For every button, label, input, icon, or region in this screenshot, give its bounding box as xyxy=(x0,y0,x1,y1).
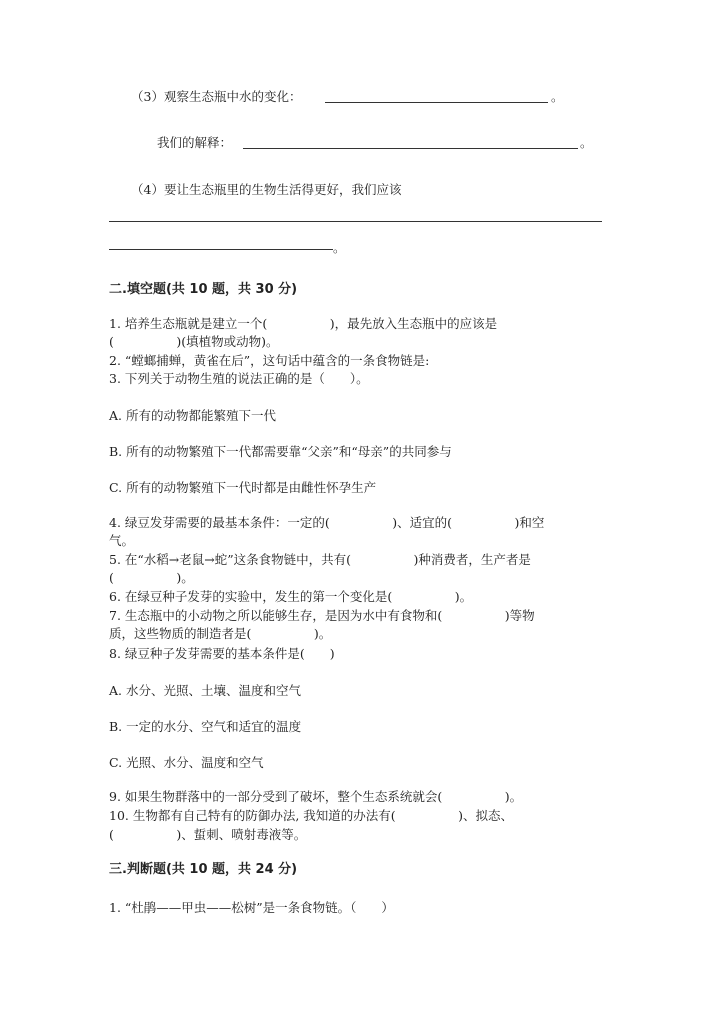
question-line: 5. 在“水稻→老鼠→蛇”这条食物链中，共有( )种消费者，生产者是 xyxy=(109,552,531,567)
period: 。 xyxy=(551,89,564,104)
question-line: ( )。 xyxy=(109,570,194,585)
question-line: 6. 在绿豆种子发芽的实验中，发生的第一个变化是( )。 xyxy=(109,589,473,604)
answer-blank-line[interactable] xyxy=(325,102,548,103)
period: 。 xyxy=(580,135,593,150)
question-line: ( )(填植物或动物)。 xyxy=(109,334,279,349)
section-title-true-false: 三.判断题(共 10 题，共 24 分) xyxy=(109,862,298,877)
period: 。 xyxy=(333,240,346,255)
option-b[interactable]: B. 所有的动物繁殖下一代都需要靠“父亲”和“母亲”的共同参与 xyxy=(109,444,452,459)
question-line: 4. 绿豆发芽需要的最基本条件：一定的( )、适宜的( )和空 xyxy=(109,515,545,530)
answer-blank-line[interactable] xyxy=(109,249,333,250)
option-b[interactable]: B. 一定的水分、空气和适宜的温度 xyxy=(109,719,302,734)
question-line: 10. 生物都有自己特有的防御办法, 我知道的办法有( )、拟态、 xyxy=(109,808,514,823)
option-a[interactable]: A. 水分、光照、土壤、温度和空气 xyxy=(109,683,301,698)
answer-blank-line[interactable] xyxy=(109,221,602,222)
question-line: 1. 培养生态瓶就是建立一个( )，最先放入生态瓶中的应该是 xyxy=(109,316,498,331)
answer-blank-line[interactable] xyxy=(243,148,578,149)
question-line: 7. 生态瓶中的小动物之所以能够生存，是因为水中有食物和( )等物 xyxy=(109,608,535,623)
question-line: 质，这些物质的制造者是( )。 xyxy=(109,626,332,641)
question-line: 2. “螳螂捕蝉，黄雀在后”，这句话中蕴含的一条食物链是: xyxy=(109,353,430,368)
question-line: 气。 xyxy=(109,533,135,548)
option-c[interactable]: C. 所有的动物繁殖下一代时都是由雌性怀孕生产 xyxy=(109,480,377,495)
option-a[interactable]: A. 所有的动物都能繁殖下一代 xyxy=(109,408,276,423)
option-c[interactable]: C. 光照、水分、温度和空气 xyxy=(109,755,264,770)
q3-observe-label: （3）观察生态瓶中水的变化： xyxy=(131,89,302,104)
question-line: ( )、蜇刺、喷射毒液等。 xyxy=(109,827,307,842)
q4-label: （4）要让生态瓶里的生物生活得更好，我们应该 xyxy=(131,182,402,197)
q3-explain-label: 我们的解释： xyxy=(157,135,233,150)
section-title-fill-blank: 二.填空题(共 10 题，共 30 分) xyxy=(109,282,298,297)
question-line: 3. 下列关于动物生殖的说法正确的是（ ）。 xyxy=(109,371,369,386)
question-line: 9. 如果生物群落中的一部分受到了破坏，整个生态系统就会( )。 xyxy=(109,789,523,804)
question-line: 8. 绿豆种子发芽需要的基本条件是( ) xyxy=(109,646,335,661)
question-line: 1. “杜鹃——甲虫——松树”是一条食物链。（ ） xyxy=(109,900,394,915)
